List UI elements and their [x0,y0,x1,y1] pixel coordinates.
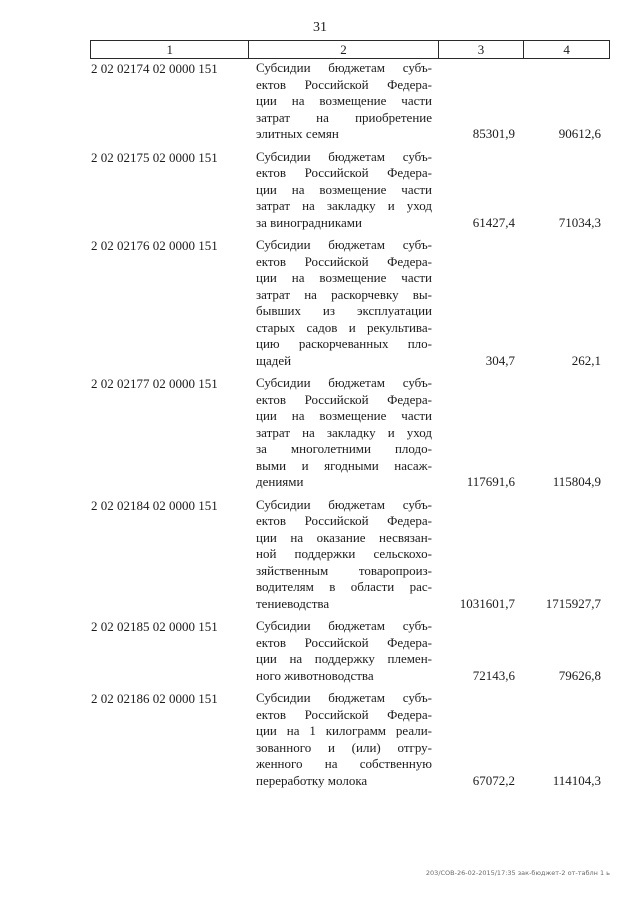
description-line: ции на возмещение части [256,93,432,108]
description-line: Субсидии бюджетам субъ- [256,690,432,705]
description-line: ции на оказание несвязан- [256,529,432,545]
row-description [256,375,432,491]
description-line: ектов Российской Федера- [256,391,432,407]
row-code: 2 02 02177 02 0000 151 [91,376,218,391]
description-line: переработку молока [256,772,368,788]
table-header [90,40,610,59]
description-line: Субсидии бюджетам субъ- [256,237,432,252]
row-value-col-4: 1715927,7 [545,595,601,611]
header-col-2: 2 [248,41,437,58]
row-code: 2 02 02176 02 0000 151 [91,238,218,253]
description-line: затрат на закладку и уход [256,198,432,213]
row-value-col-4: 115804,9 [552,474,601,489]
table-row [0,690,640,789]
description-line: ции на возмещение части [256,181,432,197]
description-line: затрат на приобретение [256,109,432,125]
description-line: ции на возмещение части [256,408,432,423]
description-line: дениями [256,474,304,489]
header-col-3: 3 [438,41,524,58]
table-row [0,237,640,369]
table-row [0,618,640,684]
table-body [0,60,640,795]
description-line: выми и ягодными насаж- [256,457,432,473]
row-value-col-3: 85301,9 [472,126,515,141]
row-description [256,149,432,232]
table-row [0,149,640,232]
description-line: водителям в области рас- [256,579,432,594]
row-code: 2 02 02175 02 0000 151 [91,149,218,165]
row-description [256,60,432,143]
row-code: 2 02 02186 02 0000 151 [91,691,218,706]
description-line: ной поддержки сельскохо- [256,546,432,561]
description-line: Субсидии бюджетам субъ- [256,496,432,512]
row-value-col-3: 304,7 [485,352,515,368]
row-value-col-3: 117691,6 [466,474,515,489]
description-line: бывших из эксплуатации [256,303,432,318]
description-line: ции на 1 килограмм реали- [256,723,432,738]
description-line: ного животноводства [256,667,374,683]
page-number: 31 [313,20,327,35]
description-line: ектов Российской Федера- [256,253,432,269]
description-line: затрат на закладку и уход [256,424,432,440]
description-line: ции на возмещение части [256,270,432,285]
description-line: за виноградниками [256,214,362,230]
row-value-col-4: 71034,3 [558,214,601,230]
row-value-col-4: 90612,6 [558,126,601,141]
description-line: ции на поддержку племен- [256,651,432,666]
table-row [0,375,640,491]
row-value-col-4: 114104,3 [552,772,601,788]
description-line: элитных семян [256,126,339,141]
footer-note: 203/СОВ-26-02-2015/17:35 зак-бюджет-2 от-таблн 1 ь [425,869,610,877]
row-value-col-4: 262,1 [571,352,601,368]
row-description [256,690,432,789]
description-line: Субсидии бюджетам субъ- [256,618,432,633]
description-line: Субсидии бюджетам субъ- [256,148,432,164]
description-line: Субсидии бюджетам субъ- [256,60,432,75]
description-line: ектов Российской Федера- [256,76,432,92]
description-line: женного на собственную [256,756,432,771]
description-line: за многолетними плодо- [256,441,432,456]
description-line: зованного и (или) отгру- [256,739,432,755]
table-row [0,60,640,143]
description-line: зяйственным товаропроиз- [256,562,432,578]
row-code: 2 02 02185 02 0000 151 [91,619,218,634]
row-code: 2 02 02184 02 0000 151 [91,497,218,513]
description-line: тениеводства [256,595,330,611]
row-code: 2 02 02174 02 0000 151 [91,61,218,76]
table-row [0,497,640,613]
description-line: ектов Российской Федера- [256,634,432,650]
header-col-4: 4 [523,41,609,58]
description-line: ектов Российской Федера- [256,513,432,528]
description-line: щадей [256,352,292,368]
row-description [256,237,432,369]
description-line: Субсидии бюджетам субъ- [256,375,432,390]
header-col-1: 1 [166,42,173,57]
description-line: ектов Российской Федера- [256,706,432,722]
row-value-col-3: 67072,2 [472,772,515,788]
row-value-col-4: 79626,8 [558,667,601,683]
row-value-col-3: 1031601,7 [459,595,515,611]
description-line: цию раскорчеванных пло- [256,336,432,351]
description-line: старых садов и рекультива- [256,319,432,335]
description-line: затрат на раскорчевку вы- [256,286,432,302]
row-value-col-3: 61427,4 [472,214,515,230]
description-line: ектов Российской Федера- [256,165,432,180]
row-description [256,618,432,684]
row-value-col-3: 72143,6 [472,667,515,683]
row-description [256,497,432,613]
